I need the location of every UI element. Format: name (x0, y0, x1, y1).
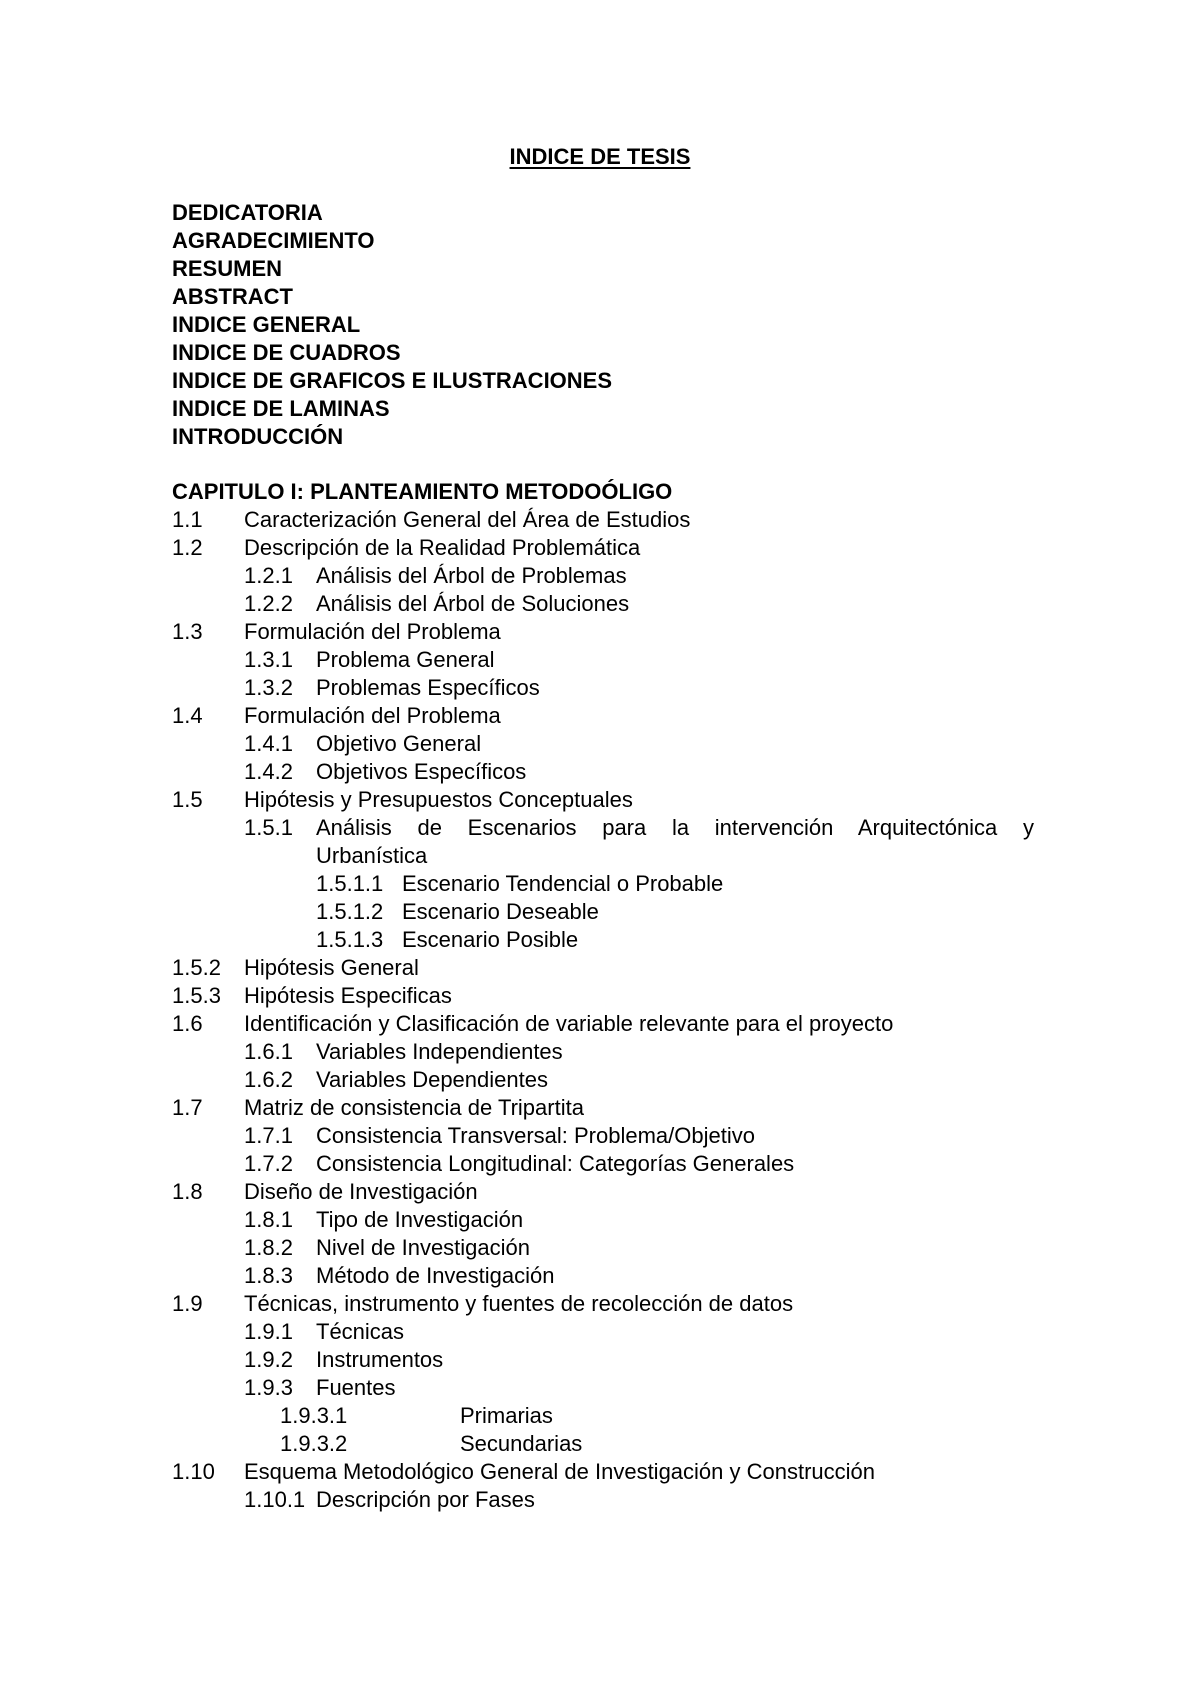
toc-number: 1.8.3 (244, 1263, 293, 1288)
toc-text: Problema General (316, 647, 495, 672)
toc-text: Consistencia Longitudinal: Categorías Generales (316, 1151, 795, 1176)
toc-number: 1.4 (172, 703, 203, 728)
toc-number: 1.5.2 (172, 955, 221, 980)
toc-entry (0, 1066, 1200, 1094)
toc-entry (0, 1262, 1200, 1290)
toc-entry (0, 1206, 1200, 1234)
toc-text: Técnicas, instrumento y fuentes de recolección de datos (244, 1291, 794, 1316)
toc-entry (0, 674, 1200, 702)
toc-number: 1.3.2 (244, 675, 293, 700)
toc-text: Descripción por Fases (316, 1487, 535, 1512)
toc-text: Problemas Específicos (316, 675, 540, 700)
toc-text: Instrumentos (316, 1347, 444, 1372)
toc-entry (0, 786, 1200, 814)
toc-number: 1.9.3 (244, 1375, 293, 1400)
front-matter-item: DEDICATORIA (172, 200, 323, 225)
toc-number: 1.9.3.1 (280, 1403, 348, 1428)
toc-text: Esquema Metodológico General de Investigación y Construcción (244, 1459, 876, 1484)
toc-number: 1.2.2 (244, 591, 293, 616)
toc-number: 1.6.2 (244, 1067, 293, 1092)
toc-number: 1.2.1 (244, 563, 293, 588)
front-matter-list (172, 199, 612, 451)
toc-entry (0, 1346, 1200, 1374)
toc-text: Secundarias (460, 1431, 583, 1456)
front-matter-item: INDICE DE CUADROS (172, 340, 401, 365)
toc-entry (0, 870, 1200, 898)
toc-number: 1.9 (172, 1291, 203, 1316)
toc-text: Primarias (460, 1403, 553, 1428)
toc-text: Diseño de Investigación (244, 1179, 478, 1204)
toc-entry (0, 1374, 1200, 1402)
toc-number: 1.10 (172, 1459, 215, 1484)
toc-number: 1.8 (172, 1179, 203, 1204)
toc-entry (0, 618, 1200, 646)
toc-number: 1.1 (172, 507, 203, 532)
toc-entry (0, 506, 1200, 534)
toc-text: Caracterización General del Área de Estudios (244, 507, 691, 532)
toc-entry-continuation (0, 842, 1200, 870)
toc-number: 1.3.1 (244, 647, 293, 672)
toc-entry (0, 926, 1200, 954)
toc-text: Hipótesis General (244, 955, 419, 980)
toc-text: Hipótesis Especificas (244, 983, 452, 1008)
toc-number: 1.7 (172, 1095, 203, 1120)
toc-entry (0, 702, 1200, 730)
toc-text: Nivel de Investigación (316, 1235, 531, 1260)
toc-text: Técnicas (316, 1319, 405, 1344)
front-matter-item: INDICE DE LAMINAS (172, 396, 390, 421)
toc-number: 1.7.1 (244, 1123, 293, 1148)
toc-text: Análisis del Árbol de Soluciones (316, 591, 630, 616)
toc-text: Escenario Deseable (402, 899, 599, 924)
toc-number: 1.8.2 (244, 1235, 293, 1260)
toc-entry (0, 1486, 1200, 1514)
toc-number: 1.10.1 (244, 1487, 306, 1512)
toc-text: Tipo de Investigación (316, 1207, 524, 1232)
toc-number: 1.5.1.2 (316, 899, 384, 924)
toc-number: 1.7.2 (244, 1151, 293, 1176)
front-matter-item: INDICE GENERAL (172, 312, 361, 337)
toc-entry (0, 646, 1200, 674)
toc-number: 1.5.1.3 (316, 927, 384, 952)
toc-number: 1.6.1 (244, 1039, 293, 1064)
toc-text: Formulación del Problema (244, 619, 501, 644)
toc-entry (0, 1010, 1200, 1038)
toc-text: Escenario Posible (402, 927, 579, 952)
toc-number: 1.4.1 (244, 731, 293, 756)
toc-text: Método de Investigación (316, 1263, 555, 1288)
front-matter-item: INTRODUCCIÓN (172, 424, 344, 449)
toc-text: Análisis del Árbol de Problemas (316, 563, 627, 588)
toc-text: Variables Independientes (316, 1039, 563, 1064)
toc-entry (0, 590, 1200, 618)
toc-text: Escenario Tendencial o Probable (402, 871, 724, 896)
toc-entry (0, 954, 1200, 982)
toc-text: Fuentes (316, 1375, 396, 1400)
toc-entry (0, 758, 1200, 786)
toc-entry (0, 1234, 1200, 1262)
toc-entry (0, 730, 1200, 758)
front-matter-item: ABSTRACT (172, 284, 293, 309)
toc-text: Variables Dependientes (316, 1067, 548, 1092)
toc-text: Hipótesis y Presupuestos Conceptuales (244, 787, 633, 812)
toc-entry (0, 1290, 1200, 1318)
toc-number: 1.9.3.2 (280, 1431, 348, 1456)
toc-text: Identificación y Clasificación de variable relevante para el proyecto (244, 1011, 894, 1036)
toc-text: Objetivo General (316, 731, 482, 756)
front-matter-item: RESUMEN (172, 256, 283, 281)
chapter-heading: CAPITULO I: PLANTEAMIENTO METODOÓLIGO (172, 479, 673, 504)
toc-number: 1.4.2 (244, 759, 293, 784)
toc-entry (0, 1122, 1200, 1150)
toc-number: 1.5 (172, 787, 203, 812)
toc-number: 1.5.1.1 (316, 871, 384, 896)
toc-entry (0, 1458, 1200, 1486)
toc-entry (0, 898, 1200, 926)
toc-entry (0, 1402, 1200, 1430)
toc-entry (0, 1178, 1200, 1206)
front-matter-item: INDICE DE GRAFICOS E ILUSTRACIONES (172, 368, 613, 393)
toc-text: Consistencia Transversal: Problema/Objetivo (316, 1123, 755, 1148)
toc-number: 1.9.1 (244, 1319, 293, 1344)
toc-list (0, 506, 1200, 1514)
toc-entry (0, 1430, 1200, 1458)
toc-entry (0, 814, 1200, 842)
toc-number: 1.8.1 (244, 1207, 293, 1232)
toc-number: 1.5.3 (172, 983, 221, 1008)
toc-text: Descripción de la Realidad Problemática (244, 535, 641, 560)
toc-entry (0, 534, 1200, 562)
toc-text: Formulación del Problema (244, 703, 501, 728)
toc-number: 1.6 (172, 1011, 203, 1036)
toc-number: 1.9.2 (244, 1347, 293, 1372)
toc-text: Urbanística (316, 843, 428, 868)
toc-entry (0, 982, 1200, 1010)
front-matter-item: AGRADECIMIENTO (172, 228, 375, 253)
toc-entry (0, 1318, 1200, 1346)
toc-entry (0, 562, 1200, 590)
toc-text: Matriz de consistencia de Tripartita (244, 1095, 584, 1120)
toc-entry (0, 1150, 1200, 1178)
page-title: INDICE DE TESIS (509, 144, 691, 169)
toc-text: Análisis de Escenarios para la intervención Arquitectónica y (316, 815, 1034, 840)
toc-entry (0, 1094, 1200, 1122)
toc-number: 1.2 (172, 535, 203, 560)
toc-number: 1.5.1 (244, 815, 293, 840)
toc-entry (0, 1038, 1200, 1066)
toc-number: 1.3 (172, 619, 203, 644)
toc-text: Objetivos Específicos (316, 759, 527, 784)
